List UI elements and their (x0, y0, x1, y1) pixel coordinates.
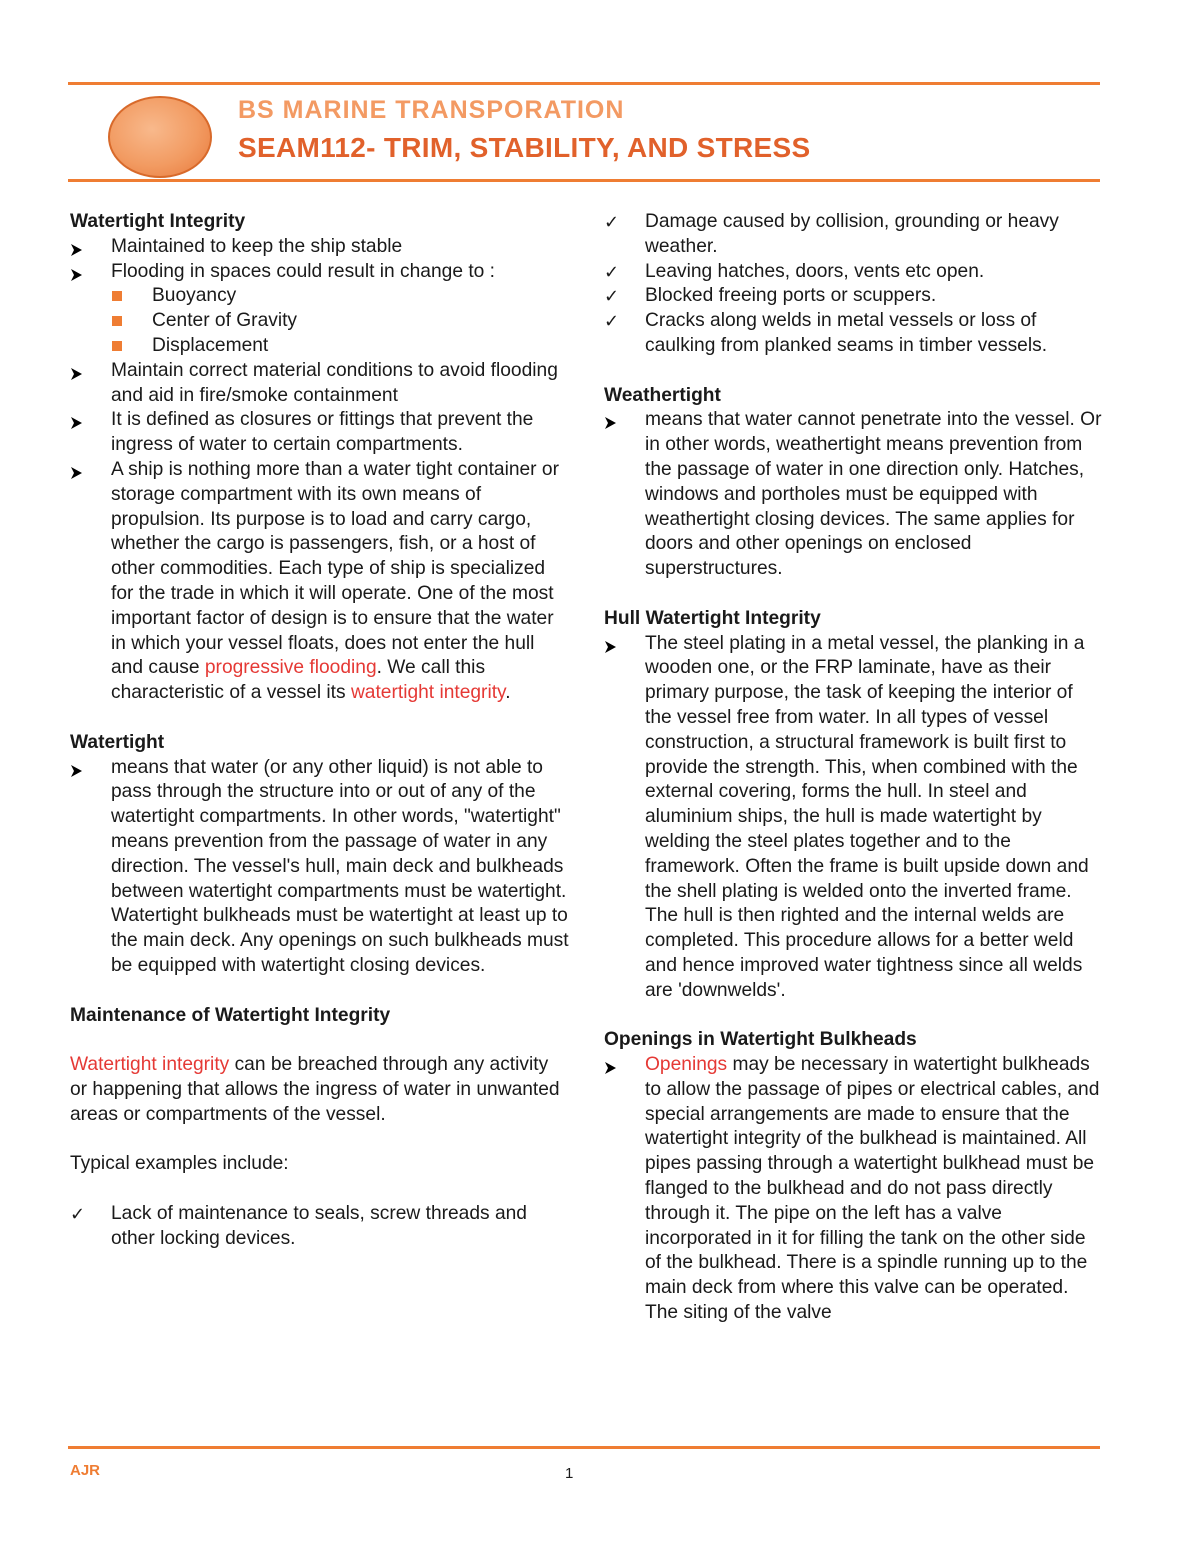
arrow-bullet-icon (70, 408, 100, 433)
section-heading-watertight: Watertight (70, 731, 165, 753)
section-heading-hull-watertight-integrity: Hull Watertight Integrity (604, 607, 821, 629)
section-heading-maintenance: Maintenance of Watertight Integrity (70, 1004, 391, 1026)
checkmark-icon: ✓ (604, 212, 620, 232)
check-item: ✓ Blocked freeing ports or scuppers. (604, 284, 1104, 309)
bullet-item: Flooding in spaces could result in change to : (70, 260, 570, 285)
arrow-bullet-icon (604, 1053, 634, 1078)
bullet-item: It is defined as closures or fittings that prevent the ingress of water to certain compartments. (70, 408, 570, 458)
arrow-bullet-icon (70, 235, 100, 260)
checkmark-icon: ✓ (604, 261, 620, 282)
sub-bullet-item: Center of Gravity (70, 309, 570, 334)
arrow-bullet-icon (70, 756, 100, 781)
arrow-bullet-icon (604, 632, 634, 657)
square-bullet-icon (111, 284, 141, 309)
checkmark-icon: ✓ (70, 1203, 86, 1224)
check-item: ✓ Damage caused by collision, grounding or heavy weather. (604, 211, 1059, 257)
header-top-rule (68, 82, 1100, 85)
sub-bullet-item: Displacement (70, 334, 570, 359)
highlight-text: Openings (645, 1054, 728, 1076)
right-column (604, 210, 1104, 1326)
paragraph: Watertight integrity can be breached through any activity or happening that allows the ingress of water in unwanted areas or compartments of the vessel. (70, 1054, 560, 1125)
arrow-bullet-icon (70, 458, 100, 483)
footer-rule (68, 1446, 1100, 1449)
check-item: ✓ Lack of maintenance to seals, screw threads and other locking devices. (70, 1202, 527, 1249)
highlight-text: watertight integrity (350, 682, 506, 704)
check-item: ✓ Leaving hatches, doors, vents etc open. (604, 260, 1104, 285)
checkmark-icon: ✓ (604, 286, 620, 307)
highlight-text: Watertight integrity (70, 1054, 230, 1076)
highlight-text: progressive flooding (204, 657, 377, 679)
arrow-bullet-icon (70, 260, 100, 285)
course-title: SEAM112- TRIM, STABILITY, AND STRESS (238, 132, 811, 163)
page-number: 1 (565, 1465, 574, 1482)
bullet-item: Openings may be necessary in watertight bulkheads to allow the passage of pipes or electrical cables, and special arrangements are made to ensure that the watertight integrity of the bulkhead is maintained. All pipes passing through a watertight bulkhead must be flanged to the bulkhead and do not pass directly through it. The pipe on the left has a valve incorporated in it for filling the tank on the other side of the bulkhead. There is a spindle running up to the main deck from where this valve can be operated. The siting of the valve (604, 1053, 1104, 1326)
arrow-bullet-icon (70, 359, 100, 384)
check-item: ✓ Cracks along welds in metal vessels or loss of caulking from planked seams in timber vessels. (604, 310, 1048, 356)
section-heading-watertight-integrity: Watertight Integrity (70, 211, 246, 232)
bullet-item: A ship is nothing more than a water tight container or storage compartment with its own means of propulsion. Its purpose is to load and carry cargo, whether the cargo is passengers, fish, or a host of other commodities. Each type of ship is specialized for the trade in which it will operate. One of the most important factor of design is to ensure that the water in which your vessel floats, does not enter the hull and cause progressive flooding. We call this characteristic of a vessel its watertight integrity. (70, 458, 570, 706)
bullet-item: Maintain correct material conditions to avoid flooding and aid in fire/smoke containment (70, 359, 570, 409)
sub-bullet-item: Buoyancy (70, 284, 570, 309)
program-title: BS MARINE TRANSPORATION (238, 96, 625, 124)
arrow-bullet-icon (604, 408, 634, 433)
square-bullet-icon (111, 309, 141, 334)
square-bullet-icon (111, 334, 141, 359)
left-column (70, 210, 570, 1251)
header-logo-oval (108, 96, 212, 178)
section-heading-weathertight: Weathertight (604, 384, 721, 406)
header-bottom-rule (68, 179, 1100, 182)
bullet-item: means that water (or any other liquid) is not able to pass through the structure into or out of any of the watertight compartments. In other words, "watertight" means prevention from the passage of water in any direction. The vessel's hull, main deck and bulkheads between watertight compartments must be watertight. Watertight bulkheads must be watertight at least up to the main deck. Any openings on such bulkheads must be equipped with watertight closing devices. (70, 756, 570, 979)
section-heading-openings: Openings in Watertight Bulkheads (604, 1029, 917, 1051)
bullet-item: Maintained to keep the ship stable (70, 235, 570, 260)
checkmark-icon: ✓ (604, 311, 620, 332)
footer-initials: AJR (70, 1462, 101, 1479)
paragraph: Typical examples include: (70, 1153, 289, 1175)
bullet-item: The steel plating in a metal vessel, the planking in a wooden one, or the FRP laminate, have as their primary purpose, the task of keeping the interior of the vessel free from water. In all types of vessel construction, a structural framework is built first to provide the strength. This, when combined with the external covering, forms the hull. In steel and aluminium ships, the hull is made watertight by welding the steel plates together and to the framework. Often the frame is built upside down and the shell plating is welded onto the inverted frame. The hull is then righted and the internal welds are completed. This procedure allows for a better weld and hence improved water tightness since all welds are 'downwelds'. (604, 632, 1104, 1004)
bullet-item: means that water cannot penetrate into the vessel. Or in other words, weathertight means prevention from the passage of water in one direction only. Hatches, windows and portholes must be equipped with weathertight closing devices. The same applies for doors and other openings on enclosed superstructures. (604, 408, 1104, 582)
